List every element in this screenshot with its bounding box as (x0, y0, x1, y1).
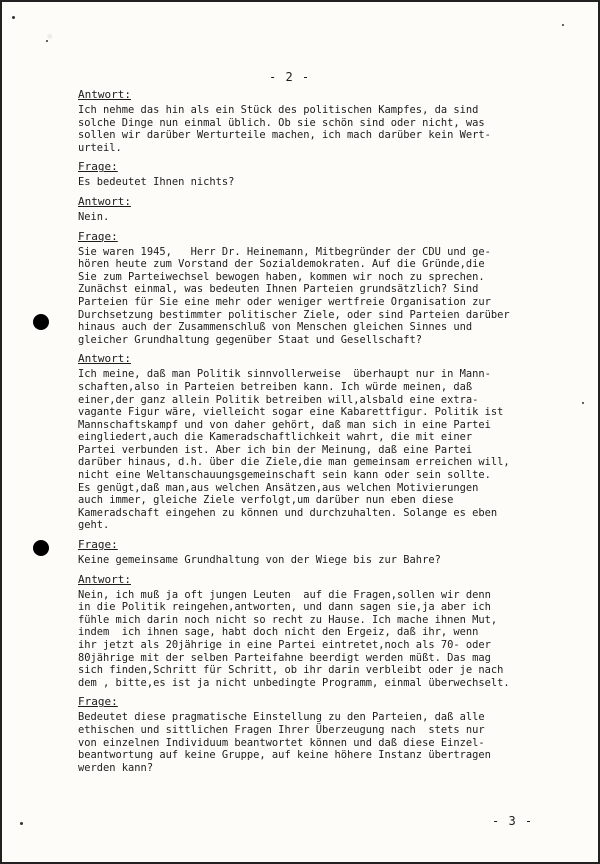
scan-speck (562, 24, 564, 26)
text-line: Partei verbunden ist. Aber ich bin der Meinung, daß eine Partei (78, 443, 473, 456)
punch-hole-bottom (33, 540, 49, 556)
text-line: eingliedert,auch die Kameradschaftlichkeit wahrt, die mit einer (78, 431, 473, 444)
text-line: Keine gemeinsame Grundhaltung von der Wiege bis zur Bahre? (78, 554, 441, 567)
question-block (78, 160, 578, 189)
text-line: Zunächst einmal, was bedeuten Ihnen Parteien grundsätzlich? Sind (78, 283, 479, 296)
text-line: Nein. (78, 210, 110, 223)
text-line: ethischen und sittlichen Fragen Ihrer Überzeugung nach stets nur (78, 723, 485, 736)
answer-block (78, 195, 578, 224)
answer-block (78, 88, 578, 154)
text-line: werden kann? (78, 761, 154, 774)
text-line: hinaus auch der Zusammenschluß von Menschen gleichen Sinnes und (78, 321, 473, 334)
question-block (78, 695, 578, 774)
page-number-bottom: - 3 - (492, 814, 534, 828)
text-line: Kameradschaft eingehen zu können und durchzuhalten. Solange es eben (78, 506, 498, 519)
speaker-label: Frage: (78, 229, 118, 243)
text-line: in die Politik reingehen,antworten, und dann sagen sie,ja aber ich (78, 601, 491, 614)
text-line: von einzelnen Individuum beantwortet können und daß diese Einzel- (78, 736, 485, 749)
text-line: darüber hinaus, d.h. über die Ziele,die man gemeinsam erreichen will, (78, 456, 510, 469)
text-line: vagante Figur wäre, vielleicht sogar eine Kabarettfigur. Politik ist (78, 406, 504, 419)
text-line: beantwortung auf keine Gruppe, auf keine höhere Instanz übertragen (78, 749, 491, 762)
text-line: ihr jetzt als 20jährige in eine Partei eintretet,noch als 70- oder (78, 639, 491, 651)
text-line: Ich meine, daß man Politik sinnvollerweise überhaupt nur in Mann- (78, 368, 491, 381)
speaker-label: Antwort: (78, 88, 131, 101)
text-line: solche Dinge nun einmal üblich. Ob sie schön sind oder nicht, was (78, 116, 485, 129)
text-line: Sie waren 1945, Herr Dr. Heinemann, Mitbegründer der CDU und ge- (78, 245, 491, 258)
scan-speck (20, 822, 23, 825)
text-line: gleicher Grundhaltung gegenüber Staat und Gesellschaft? (78, 333, 423, 346)
text-line: Durchsetzung bestimmter politischer Ziele, oder sind Parteien darüber (78, 308, 510, 321)
text-line: Sie zum Parteiwechsel bewogen haben, kommen wir noch zu sprechen. (78, 270, 485, 283)
text-line: sollen wir darüber Werturteile machen, ich mach darüber kein Wert- (78, 129, 491, 142)
speaker-label: Antwort: (78, 572, 131, 586)
text-line: urteil. (78, 141, 122, 154)
text-line: einer,der ganz allein Politik betreiben will,alsbald eine extra- (78, 393, 479, 406)
text-line: Bedeutet diese pragmatische Einstellung zu den Parteien, daß alle (78, 711, 485, 724)
punch-hole-top (33, 314, 49, 330)
text-line: hören heute zum Vorstand der Sozialdemokraten. Auf die Gründe,die (78, 258, 485, 271)
scan-speck (12, 16, 15, 19)
text-line: nicht eine Weltanschauungsgemeinschaft sein kann oder sein sollte. (78, 469, 491, 482)
speaker-label: Frage: (78, 160, 118, 174)
speaker-label: Frage: (78, 538, 118, 552)
question-block (78, 538, 578, 567)
speaker-label: Antwort: (78, 352, 131, 366)
text-line: Parteien für Sie eine mehr oder weniger wertfreie Organisation zur (78, 295, 491, 308)
text-line: Nein, ich muß ja oft jungen Leuten auf die Fragen,sollen wir denn (78, 588, 491, 601)
page-number-top: - 2 - (269, 70, 311, 84)
question-block (78, 230, 578, 347)
text-line: fühle mich darin noch nicht so recht zu Hause. Ich mache ihnen Mut, (78, 613, 498, 626)
text-line: geht. (78, 519, 110, 532)
interview-transcript (78, 88, 578, 780)
scan-speck (46, 40, 48, 42)
answer-block (78, 573, 578, 690)
text-line: Ich nehme das hin als ein Stück des politischen Kampfes, da sind (78, 104, 479, 116)
text-line: dem , bitte,es ist ja nicht unbedingte Programm, einmal überwechselt. (78, 676, 510, 689)
text-line: Es bedeutet Ihnen nichts? (78, 176, 235, 189)
text-line: sich finden,Schritt für Schritt, ob ihr darin verbleibt oder je nach (78, 664, 504, 677)
text-line: auch immer, gleiche Ziele verfolgt,um darüber nun eben diese (78, 494, 454, 507)
text-line: Es genügt,daß man,aus welchen Ansätzen,aus welchen Motivierungen (78, 481, 479, 494)
text-line: 80jährige mit der selben Parteifahne beerdigt werden müßt. Das mag (78, 651, 491, 664)
scan-speck (582, 402, 584, 404)
answer-block (78, 352, 578, 532)
text-line: indem ich ihnen sage, habt doch nicht den Ergeiz, daß ihr, wenn (78, 626, 479, 639)
speaker-label: Frage: (78, 695, 118, 709)
text-line: schaften,also in Parteien betreiben kann. Ich würde meinen, daß (78, 380, 473, 393)
speaker-label: Antwort: (78, 194, 131, 208)
text-line: Mannschaftskampf und von daher gehört, daß man sich in eine Partei (78, 418, 491, 431)
